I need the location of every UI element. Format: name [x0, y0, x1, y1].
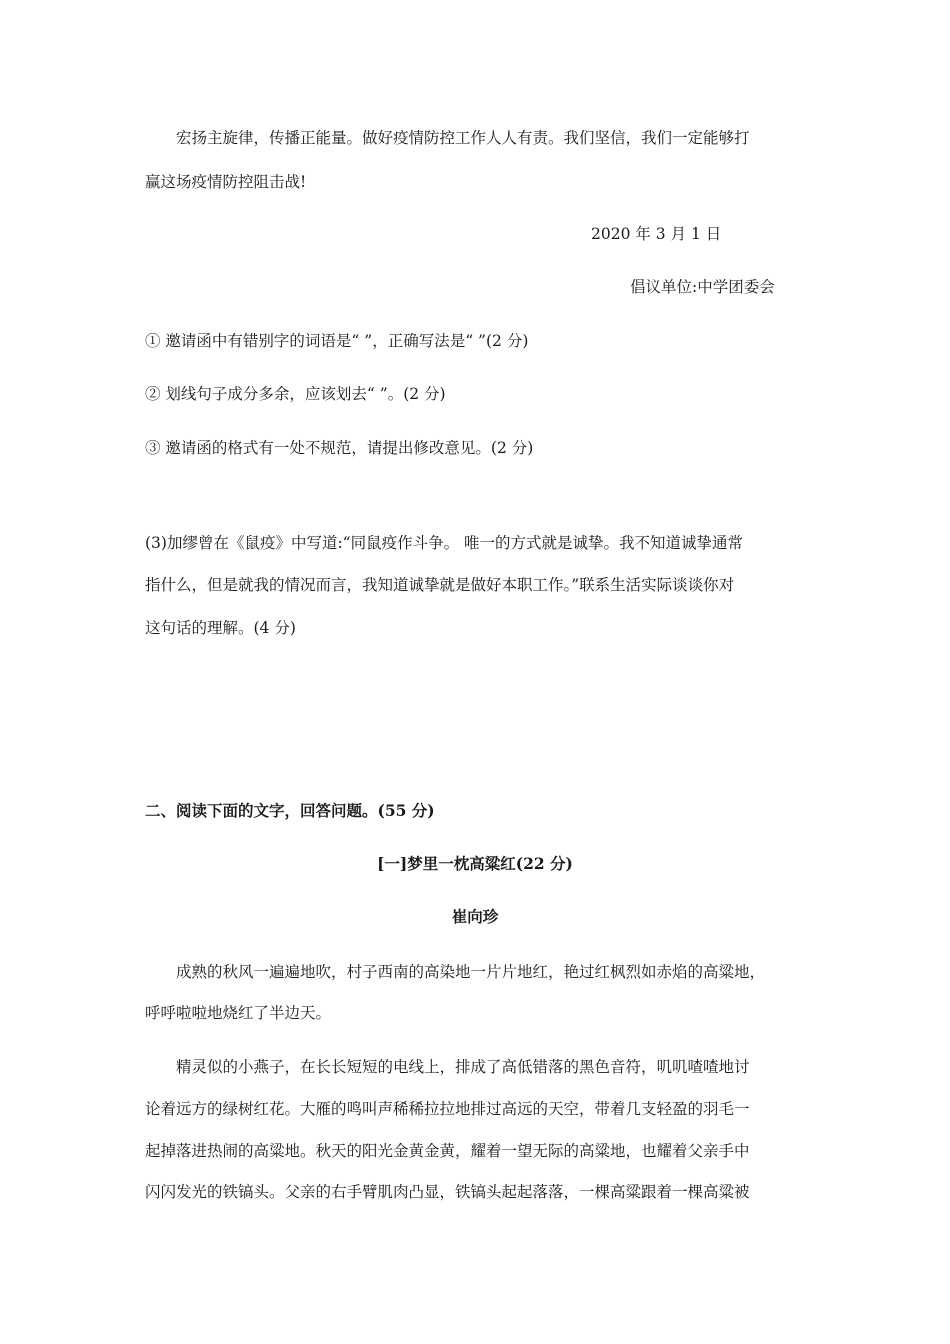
- question-2: ② 划线句子成分多余，应该划去“ ”。(2 分): [145, 385, 446, 403]
- question-4-line: (3)加缪曾在《鼠疫》中写道:“同鼠疫作斗争。 唯一的方式就是诚挚。我不知道诚挚通常: [145, 534, 744, 552]
- article-paragraph-line: 起掉落进热闹的高粱地。秋天的阳光金黄金黄，耀着一望无际的高粱地，也耀着父亲手中: [145, 1142, 750, 1160]
- article-paragraph-line: 论着远方的绿树红花。大雁的鸣叫声稀稀拉拉地排过高远的天空，带着几支轻盈的羽毛一: [145, 1100, 750, 1118]
- article-author: 崔向珍: [451, 907, 499, 926]
- article-paragraph-line: 成熟的秋风一遍遍地吹，村子西南的高染地一片片地红，艳过红枫烈如赤焰的高粱地，: [176, 963, 766, 981]
- question-4-line: 这句话的理解。(4 分): [145, 619, 296, 637]
- article-title: [一]梦里一枕高粱红(22 分): [377, 854, 573, 873]
- date-line: 2020 年 3 月 1 日: [591, 225, 722, 243]
- question-3: ③ 邀请函的格式有一处不规范，请提出修改意见。(2 分): [145, 439, 534, 457]
- question-1: ① 邀请函中有错别字的词语是“ ”，正确写法是“ ”(2 分): [145, 332, 529, 350]
- paragraph-line: 赢这场疫情防控阻击战!: [145, 173, 307, 191]
- section-heading: 二、阅读下面的文字，回答问题。(55 分): [145, 801, 435, 820]
- article-paragraph-line: 呼呼啦啦地烧红了半边天。: [145, 1004, 332, 1022]
- organizer-line: 倡议单位:中学团委会: [630, 278, 775, 296]
- paragraph-line: 宏扬主旋律，传播正能量。做好疫情防控工作人人有责。我们坚信，我们一定能够打: [176, 129, 750, 147]
- article-paragraph-line: 闪闪发光的铁镐头。父亲的右手臂肌肉凸显，铁镐头起起落落，一棵高粱跟着一棵高粱被: [145, 1183, 750, 1201]
- question-4-line: 指什么，但是就我的情况而言，我知道诚挚就是做好本职工作。”联系生活实际谈谈你对: [145, 576, 735, 594]
- article-paragraph-line: 精灵似的小燕子，在长长短短的电线上，排成了高低错落的黑色音符，叽叽喳喳地讨: [176, 1058, 750, 1076]
